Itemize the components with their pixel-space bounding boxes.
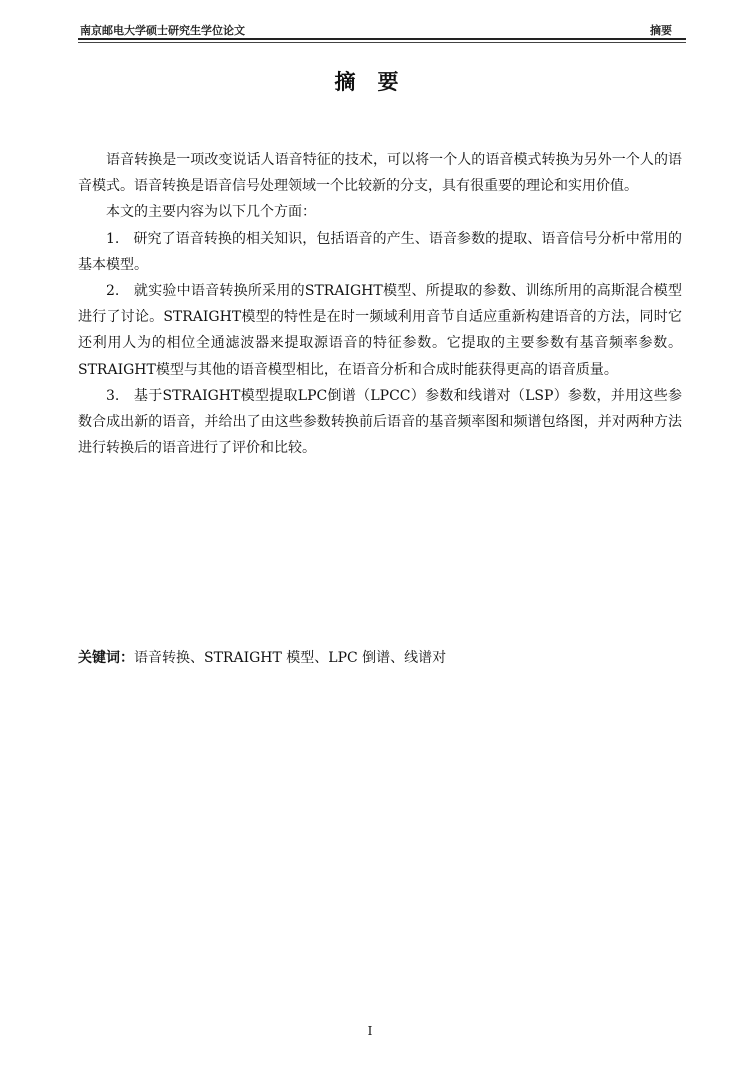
- keywords-label: 关键词：: [78, 650, 134, 666]
- header-rule-thick: [78, 38, 686, 40]
- running-header: [78, 20, 686, 40]
- header-section-name: 摘要: [650, 24, 672, 37]
- abstract-paragraph-item-2: 2. 就实验中语音转换所采用的STRAIGHT模型、所提取的参数、训练所用的高斯混合模型进行了讨论。STRAIGHT模型的特性是在时一频域利用音节自适应重新构建语音的方法，同时它还利用人为的相位全通滤波器来提取源语音的特征参数。它提取的主要参数有基音频率参数。 STRAIGHT模型与其他的语音模型相比，在语音分析和合成时能获得更高的语音质量。: [78, 283, 682, 378]
- header-thesis-title: 南京邮电大学硕士研究生学位论文: [80, 24, 245, 37]
- abstract-paragraph-intro: 语音转换是一项改变说话人语音特征的技术，可以将一个人的语音模式转换为另外一个人的语音模式。语音转换是语音信号处理领域一个比较新的分支，具有很重要的理论和实用价值。: [78, 152, 682, 195]
- keywords-line: [78, 647, 682, 669]
- page-number: I: [367, 1024, 373, 1038]
- abstract-paragraph-overview: 本文的主要内容为以下几个方面：: [106, 204, 316, 221]
- header-rule-thin: [78, 42, 686, 43]
- abstract-paragraph-item-3: 3. 基于STRAIGHT模型提取LPC倒谱（LPCC）参数和线谱对（LSP）参数，并用这些参数合成出新的语音，并给出了由这些参数转换前后语音的基音频率图和频谱包络图，并对两种方法进行转换后的语音进行了评价和比较。: [78, 387, 682, 457]
- page-title: 摘要: [334, 70, 421, 94]
- keywords-text: 语音转换、STRAIGHT 模型、LPC 倒谱、线谱对: [134, 650, 447, 666]
- abstract-body: [78, 147, 682, 461]
- abstract-paragraph-item-1: 1. 研究了语音转换的相关知识，包括语音的产生、语音参数的提取、语音信号分析中常用的基本模型。: [78, 230, 682, 273]
